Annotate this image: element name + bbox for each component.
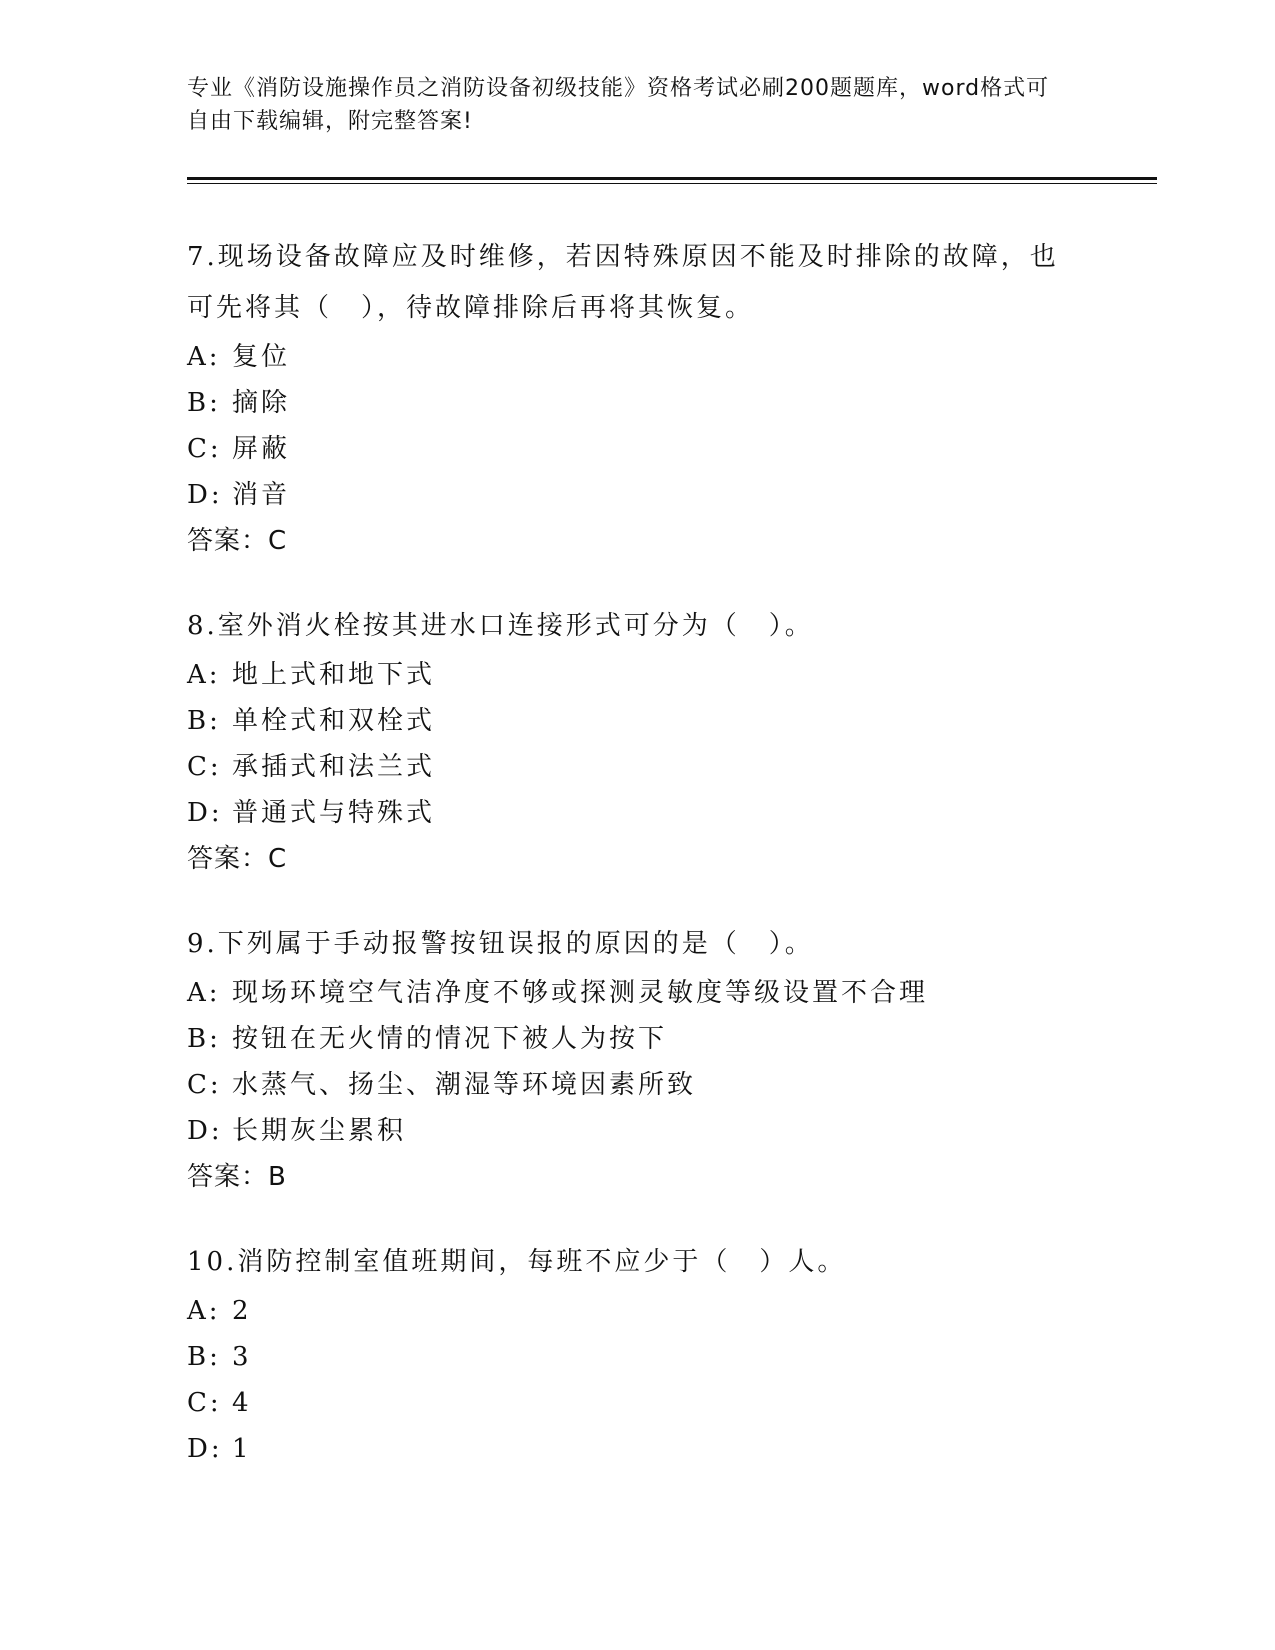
option-text: 长期灰尘累积 xyxy=(232,1116,407,1146)
option-text: 1 xyxy=(232,1434,252,1464)
option-a xyxy=(187,1288,1077,1334)
option-text: 地上式和地下式 xyxy=(232,660,436,690)
question-stem: 8.室外消火栓按其进水口连接形式可分为（ ）。 xyxy=(187,611,814,641)
option-text: 现场环境空气洁净度不够或探测灵敏度等级设置不合理 xyxy=(232,978,929,1008)
option-text: 普通式与特殊式 xyxy=(232,798,436,828)
option-d xyxy=(187,790,1077,836)
option-b xyxy=(187,698,1077,744)
option-text: 复位 xyxy=(232,342,291,372)
option-text: 消音 xyxy=(232,480,291,510)
question-stem: 9.下列属于手动报警按钮误报的原因的是（ ）。 xyxy=(187,929,814,959)
option-b xyxy=(187,380,1077,426)
answer-line: 答案：B xyxy=(187,1162,287,1192)
option-d xyxy=(187,1426,1077,1472)
option-letter: A: xyxy=(187,660,221,690)
option-a xyxy=(187,334,1077,380)
option-a xyxy=(187,970,1077,1016)
option-text: 屏蔽 xyxy=(232,434,291,464)
option-c xyxy=(187,1380,1077,1426)
option-letter: C: xyxy=(187,1388,222,1418)
option-letter: D: xyxy=(187,798,223,828)
header-divider-thick xyxy=(187,177,1157,180)
option-letter: A: xyxy=(187,1296,221,1326)
option-c xyxy=(187,1062,1077,1108)
option-letter: B: xyxy=(187,1342,221,1372)
option-c xyxy=(187,744,1077,790)
option-b xyxy=(187,1334,1077,1380)
option-letter: C: xyxy=(187,434,222,464)
option-text: 水蒸气、扬尘、潮湿等环境因素所致 xyxy=(232,1070,697,1100)
option-d xyxy=(187,1108,1077,1154)
question-list xyxy=(187,232,1077,1509)
option-letter: C: xyxy=(187,752,222,782)
option-text: 3 xyxy=(232,1342,252,1372)
option-a xyxy=(187,652,1077,698)
option-c xyxy=(187,426,1077,472)
option-letter: C: xyxy=(187,1070,222,1100)
document-header: 专业《消防设施操作员之消防设备初级技能》资格考试必刷200题题库，word格式可自由下载编辑，附完整答案! xyxy=(187,76,1050,134)
option-text: 承插式和法兰式 xyxy=(232,752,436,782)
option-letter: B: xyxy=(187,1024,221,1054)
option-text: 摘除 xyxy=(232,388,291,418)
option-text: 按钮在无火情的情况下被人为按下 xyxy=(232,1024,668,1054)
option-text: 4 xyxy=(232,1388,252,1418)
question-stem: 7.现场设备故障应及时维修，若因特殊原因不能及时排除的故障，也可先将其（ ），待故障排除后再将其恢复。 xyxy=(187,242,1059,323)
question-7 xyxy=(187,232,1077,564)
option-letter: B: xyxy=(187,388,221,418)
question-10 xyxy=(187,1237,1077,1472)
option-d xyxy=(187,472,1077,518)
option-b xyxy=(187,1016,1077,1062)
question-9 xyxy=(187,919,1077,1200)
option-letter: A: xyxy=(187,342,221,372)
answer-line: 答案：C xyxy=(187,526,288,556)
option-letter: B: xyxy=(187,706,221,736)
option-letter: D: xyxy=(187,480,223,510)
answer-line: 答案：C xyxy=(187,844,288,874)
option-letter: D: xyxy=(187,1434,223,1464)
question-stem: 10.消防控制室值班期间，每班不应少于（ ）人。 xyxy=(187,1247,847,1277)
header-divider-thin xyxy=(187,183,1157,184)
question-8 xyxy=(187,601,1077,882)
option-letter: D: xyxy=(187,1116,223,1146)
option-text: 2 xyxy=(232,1296,252,1326)
option-text: 单栓式和双栓式 xyxy=(232,706,436,736)
option-letter: A: xyxy=(187,978,221,1008)
